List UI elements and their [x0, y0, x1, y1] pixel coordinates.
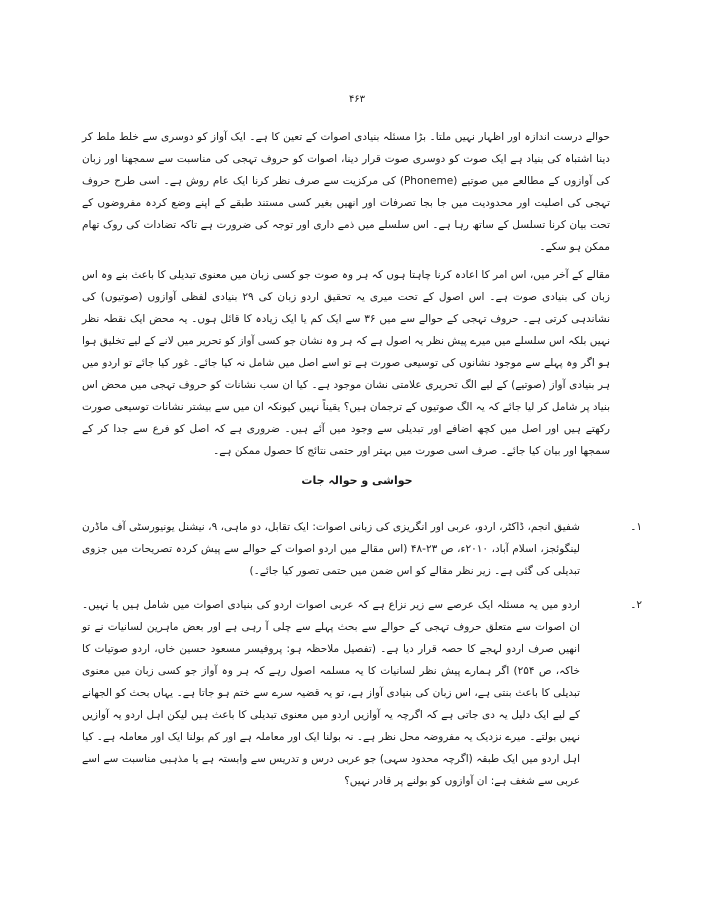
footnote-text: اردو میں یہ مسئلہ ایک عرصے سے زیر نزاع ہے کہ عربی اصوات اردو کی بنیادی اصوات میں شامل ہیں یا نہیں۔ ان اصوات سے متعلق حروف تہجی کے حوالے سے بحث پہلے سے چلی آ رہی ہے اور بعض ماہرین لسانیات نے تو انھیں صرف اردو لہجے کا حصہ قرار دیا ہے۔ (تفصیل ملاحظہ ہو: پروفیسر مسعود حسین خاں، اردو صوتیات کا خاکہ، ص ۲۵۴) اگر ہمارے پیش نظر لسانیات کا یہ مسلمہ اصول رہے کہ ہر وہ آواز جو کسی زبان میں معنوی تبدیلی کا باعث بنتی ہے، اس زبان کی بنیادی آواز ہے، تو یہ قضیہ سرے سے ختم ہو جاتا ہے۔ یہاں بحث کو الجھانے کے لیے ایک دلیل یہ دی جاتی ہے کہ اگرچہ یہ آوازیں اردو میں معنوی تبدیلی کا باعث ہیں لیکن اہل اردو یہ آوازیں نہیں بولتے۔ میرے نزدیک یہ مفروضہ محل نظر ہے۔ نہ بولنا ایک اور معاملہ ہے اور کم بولنا ایک اور معاملہ ہے۔ کیا اہل اردو میں ایک طبقہ (اگرچہ محدود سہی) جو عربی درس و تدریس سے وابستہ ہے یا مذہبی مناسبت سے اسے عربی سے شغف ہے: ان آوازوں کو بولنے پر قادر نہیں؟: [82, 599, 580, 787]
notes-heading: حواشی و حوالہ جات: [301, 474, 413, 487]
body-paragraph-2: مقالے کے آخر میں، اس امر کا اعادہ کرنا چاہتا ہوں کہ ہر وہ صوت جو کسی زبان میں معنوی تبدیلی کا باعث بنے وہ اس زبان کی بنیادی صوت ہے۔ اس اصول کے تحت میری یہ تحقیق اردو زبان کی ۲۹ بنیادی لفظی آوازوں (صوتیوں) کی نشاندہی کرتی ہے۔ حروف تہجی کے حوالے سے میں ۳۶ سے ایک کم یا ایک زیادہ کا قائل ہوں۔ یہ محض ایک نقطہ نظر نہیں بلکہ اس سلسلے میں میرے پیش نظر یہ اصول ہے کہ ہر وہ نشان جو کسی آواز کو تحریر میں لانے کے لیے تخلیق ہوا ہو اگر وہ پہلے سے موجود نشانوں کی توسیعی صورت ہے تو اسے اصل میں شامل نہ کیا جائے۔ غور کیا جائے تو اردو میں ہر بنیادی آواز (صوتیے) کے لیے الگ تحریری علامتی نشان موجود ہے۔ کیا ان سب نشانات کو حروف تہجی میں محض اس بنیاد پر شامل کر لیا جائے کہ یہ الگ صوتیوں کے ترجمان ہیں؟ یقیناً نہیں کیونکہ ان میں سے بیشتر نشانات توسیعی صورت رکھتے ہیں اور اصل میں کچھ اضافے اور تبدیلی سے وجود میں آئے ہیں۔ ضروری ہے کہ اصل کو فرع سے جدا کر کے سمجھا اور بیان کیا جائے۔ صرف اسی صورت میں بہتر اور حتمی نتائج کا حصول ممکن ہے۔: [82, 269, 610, 457]
footnote-2: [82, 594, 642, 792]
body-paragraph-1: حوالے درست اندازہ اور اظہار نہیں ملتا۔ بڑا مسئلہ بنیادی اصوات کے تعین کا ہے۔ ایک آواز کو دوسری سے خلط ملط کر دینا اشتباہ کی بنیاد ہے ایک صوت کو دوسری صوت قرار دینا، اصوات کو حروف تہجی کی مناسبت سے سمجھنا اور زبان کی آوازوں کے مطالعے میں صوتیے (Phoneme) کی مرکزیت سے صرف نظر کرنا ایک عام روش ہے۔ اسی طرح حروف تہجی کی اصلیت اور محدودیت میں جا بجا تصرفات اور انھیں بغیر کسی مستند طبقے کے اپنے وضع کردہ مفروضوں کے تحت بیان کرنا تسلسل کے ساتھ رہا ہے۔ اس سلسلے میں ذمے داری اور توجہ کی ضرورت ہے تاکہ تضادات کی روک تھام ممکن ہو سکے۔: [82, 131, 610, 253]
footnote-text: شفیق انجم، ڈاکٹر، اردو، عربی اور انگریزی کی زبانی اصوات: ایک تقابل، دو ماہی، ۹، نیشنل یونیورسٹی آف ماڈرن لینگوئجز، اسلام آباد، ۲۰۱۰ء، ص ۲۳-۴۸ (اس مقالے میں اردو اصوات کے حوالے سے پیش کردہ تصریحات میں جزوی تبدیلی کی گئی ہے۔ زیر نظر مقالے کو اس ضمن میں حتمی تصور کیا جائے۔): [82, 521, 580, 577]
footnote-number: ۲۔: [630, 599, 642, 611]
page-number: ۴۶۳: [348, 94, 366, 105]
footnote-number: ۱۔: [630, 521, 642, 533]
footnote-1: [82, 516, 642, 582]
